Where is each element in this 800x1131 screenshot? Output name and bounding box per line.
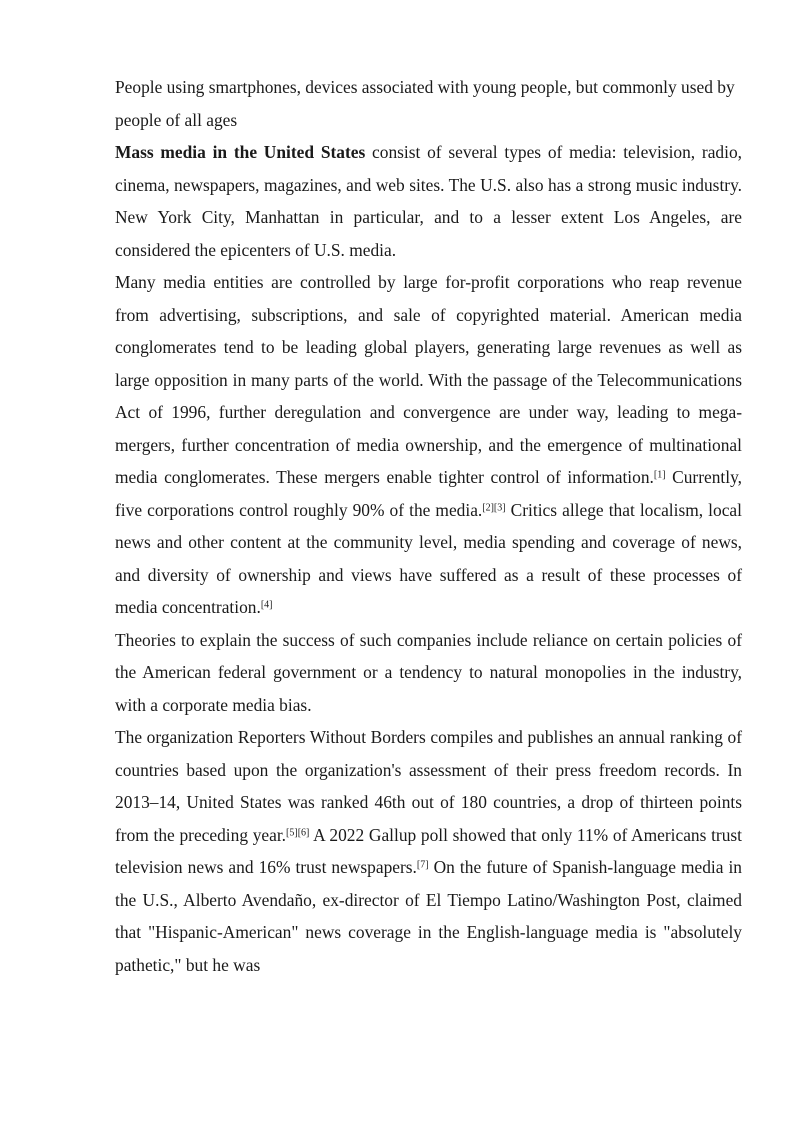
paragraph-theories: Theories to explain the success of such companies include reliance on certain policies of the American federal government or a tendency to natural monopolies in the industry, with a corporate media bias. — [115, 629, 742, 715]
citation-link[interactable]: [1] — [653, 469, 666, 481]
citation-link[interactable]: [4] — [260, 599, 273, 611]
paragraph-text: Many media entities are controlled by large for-profit corporations who reap revenue from advertising, subscriptions, and sale of copyrighted material. American media conglomerates tend to be leading global players, generating large revenues as well as large opposition in many parts of the world. With the passage of the Telecommunications Act of 1996, further deregulation and convergence are under way, leading to mega-mergers, further concentration of media ownership, and the emergence of multinational media conglomerates. These mergers enable tighter control of information. — [115, 272, 742, 487]
paragraph-text: Critics allege that localism, local news and other content at the community level, media spending and coverage of news, and diversity of ownership and views have suffered as a result of these processes of media concentration. — [115, 499, 742, 617]
paragraph-text: A 2022 Gallup poll showed that only 11% of Americans trust television news and 16% trust newspapers. — [115, 824, 742, 877]
paragraph-text: Currently, five corporations control roughly 90% of the media. — [115, 467, 743, 520]
paragraph-text: On the future of Spanish-language media in the U.S., Alberto Avendaño, ex-director of El Tiempo Latino/Washington Post, claimed that "Hispanic-American" news coverage in the English-language media is "absolutely pathetic," but he was — [115, 857, 742, 975]
paragraph-press-freedom — [115, 721, 742, 981]
image-caption: People using smartphones, devices associated with young people, but commonly used by people of all ages — [115, 77, 735, 130]
paragraph-intro-text: consist of several types of media: television, radio, cinema, newspapers, magazines, and web sites. The U.S. also has a strong music industry. New York City, Manhattan in particular, and to a lesser extent Los Angeles, are considered the epicenters of U.S. media. — [115, 142, 743, 260]
paragraph-intro — [115, 136, 742, 266]
paragraph-ownership — [115, 266, 742, 624]
citation-link[interactable]: [7] — [416, 859, 429, 871]
paragraph-text: The organization Reporters Without Borders compiles and publishes an annual ranking of countries based upon the organization's assessment of their press freedom records. In 2013–14, United States was ranked 46th out of 180 countries, a drop of thirteen points from the preceding year. — [115, 727, 742, 845]
article-subject: Mass media in the United States — [115, 142, 366, 162]
document-page — [115, 71, 742, 981]
citation-link[interactable]: [5][6] — [286, 827, 310, 838]
citation-link[interactable]: [2][3] — [482, 502, 506, 513]
